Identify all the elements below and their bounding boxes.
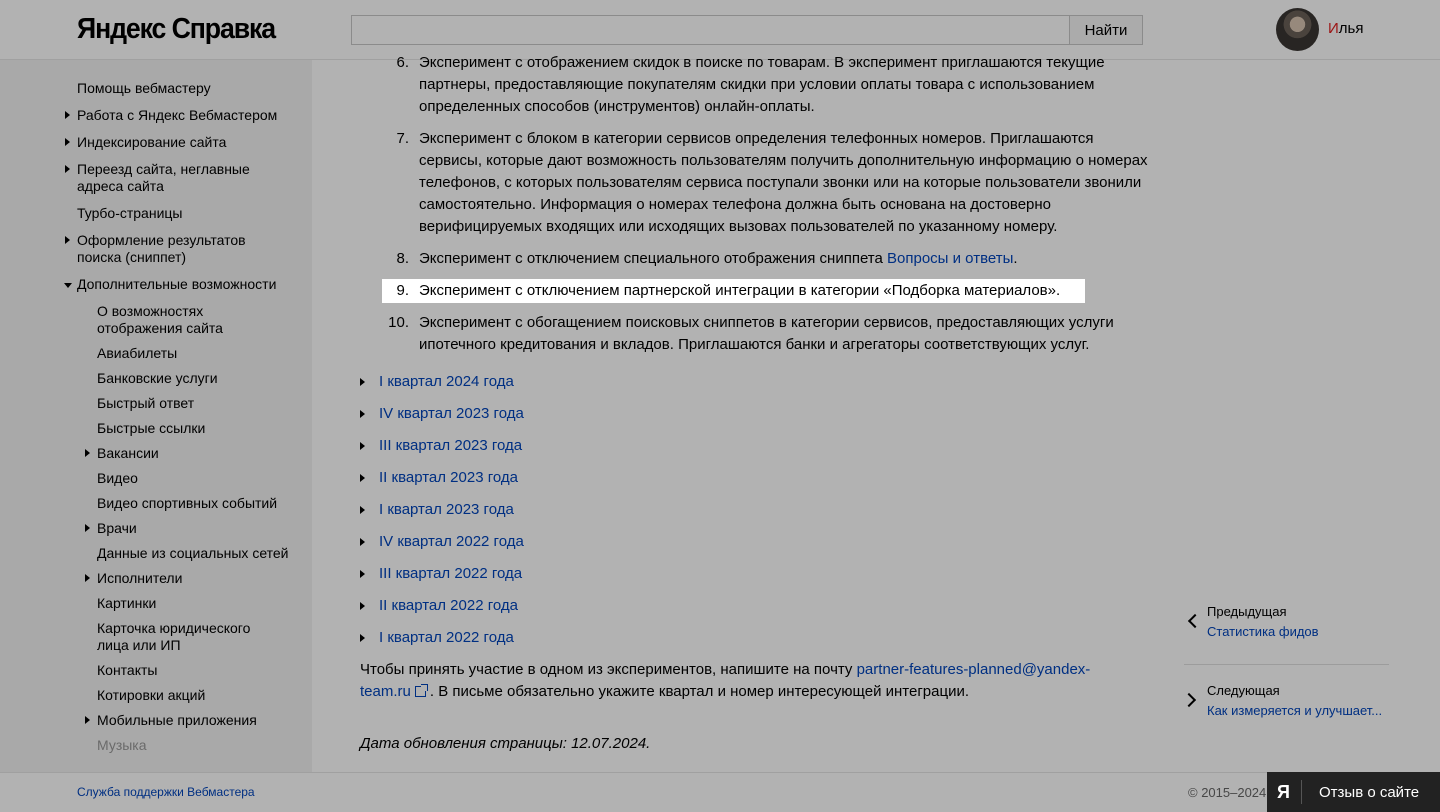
- sidebar-item-quick-answer[interactable]: [97, 395, 297, 412]
- contact-email-link[interactable]: partner-features-planned@yandex-team.ru: [360, 661, 1091, 700]
- expand-arrow-icon: [360, 634, 365, 642]
- sidebar-item-indexing[interactable]: [77, 134, 297, 151]
- contact-text: Чтобы принять участие в одном из экспериментов, напишите на почту: [360, 661, 857, 678]
- expand-arrow-icon[interactable]: [85, 716, 90, 724]
- sidebar-item-label: Работа с Яндекс Вебмастером: [77, 107, 278, 123]
- sidebar-item-contacts[interactable]: [97, 662, 297, 679]
- sidebar-item-label: Видео спортивных событий: [97, 495, 278, 511]
- sidebar-item-migration[interactable]: [77, 161, 267, 195]
- expand-arrow-icon[interactable]: [85, 449, 90, 457]
- avatar[interactable]: [1276, 8, 1319, 51]
- sidebar-item-video[interactable]: [97, 470, 297, 487]
- quarter-label[interactable]: III квартал 2023 года: [379, 437, 523, 454]
- chevron-right-icon: [1182, 693, 1196, 707]
- sidebar-item-label: Котировки акций: [97, 687, 206, 703]
- user-name-rest: лья: [1338, 20, 1364, 37]
- sidebar-item-sport-video[interactable]: [97, 495, 307, 512]
- divider: [1184, 664, 1389, 665]
- qa-link[interactable]: Вопросы и ответы: [887, 250, 1014, 267]
- sidebar-item-avia[interactable]: [97, 345, 297, 362]
- logo[interactable]: Яндекс Справка: [77, 13, 275, 45]
- sidebar-item-label: Дополнительные возможности: [77, 276, 277, 292]
- sidebar-item-label: Переезд сайта, неглавные адреса сайта: [77, 161, 250, 194]
- quarter-label[interactable]: III квартал 2022 года: [379, 565, 523, 582]
- feedback-button[interactable]: [1267, 772, 1440, 812]
- search-input[interactable]: [351, 15, 1070, 45]
- expand-arrow-icon[interactable]: [85, 524, 90, 532]
- sidebar-item-images[interactable]: [97, 595, 297, 612]
- sidebar-item-label: Картинки: [97, 595, 157, 611]
- sidebar-item-label: Исполнители: [97, 570, 183, 586]
- list-item-number: 10.: [388, 314, 409, 331]
- quarter-label[interactable]: IV квартал 2022 года: [379, 533, 524, 550]
- prev-label: Предыдущая: [1207, 604, 1287, 619]
- quarter-label[interactable]: II квартал 2023 года: [379, 469, 518, 486]
- sidebar-item-label: Банковские услуги: [97, 370, 218, 386]
- expand-arrow-icon: [360, 442, 365, 450]
- sidebar-item-label: Турбо-страницы: [77, 205, 183, 221]
- sidebar-item-label: Вакансии: [97, 445, 159, 461]
- expand-arrow-icon: [360, 378, 365, 386]
- next-page-nav[interactable]: [1184, 683, 1389, 723]
- sidebar-item-music[interactable]: [97, 737, 297, 754]
- list-item-text-part: .: [1013, 250, 1018, 267]
- quarter-label[interactable]: I квартал 2024 года: [379, 373, 514, 390]
- sidebar-item-label: Индексирование сайта: [77, 134, 227, 150]
- external-link-icon: [415, 686, 426, 697]
- sidebar-item-vacancies[interactable]: [97, 445, 297, 462]
- contact-text: . В письме обязательно укажите квартал и номер интересующей интеграции.: [429, 683, 969, 700]
- sidebar-item-label: Карточка юридического лица или ИП: [97, 620, 251, 653]
- sidebar-item-help[interactable]: [77, 80, 297, 97]
- quarter-label[interactable]: I квартал 2022 года: [379, 629, 514, 646]
- sidebar-item-snippet[interactable]: [77, 232, 267, 266]
- contact-paragraph: [360, 659, 1120, 703]
- sidebar-item-quick-links[interactable]: [97, 420, 297, 437]
- search-button[interactable]: Найти: [1069, 15, 1143, 45]
- feedback-label: Отзыв о сайте: [1319, 784, 1420, 801]
- list-item-text: Эксперимент с обогащением поисковых сниппетов в категории сервисов, предоставляющих услуги ипотечного кредитования и вкладов. Приглашаются банки и агрегаторы соответствующих услуг.: [419, 314, 1114, 353]
- list-item-number: 9.: [396, 282, 409, 299]
- list-item-text: Эксперимент с блоком в категории сервисов определения телефонных номеров. Приглашаются сервисы, которые дают возможность пользователям получить дополнительную информацию о номерах телефонов, с которых пользователям сервиса поступали звонки или на которые пользователи звонили самостоятельно. Информация о номерах телефона должна быть основана на достоверно верифицируемых входящих или исходящих вызовах пользователей по указанному номеру.: [419, 130, 1148, 235]
- quarter-label[interactable]: II квартал 2022 года: [379, 597, 518, 614]
- expand-arrow-icon: [360, 602, 365, 610]
- user-name-first-letter: И: [1328, 20, 1339, 37]
- quarter-label[interactable]: IV квартал 2023 года: [379, 405, 524, 422]
- sidebar-item-social[interactable]: [97, 545, 307, 562]
- list-item-text: Эксперимент с отображением скидок в поиске по товарам. В эксперимент приглашаются текущие партнеры, предоставляющие покупателям скидки при условии оплаты товара с использованием определенных способов (инструментов) онлайн-оплаты.: [419, 54, 1105, 115]
- sidebar-item-about[interactable]: [97, 303, 247, 337]
- next-link[interactable]: Как измеряется и улучшает...: [1207, 703, 1383, 718]
- expand-arrow-icon[interactable]: [65, 138, 70, 146]
- sidebar-item-performers[interactable]: [97, 570, 297, 587]
- expand-arrow-icon: [360, 538, 365, 546]
- collapse-arrow-icon[interactable]: [64, 283, 72, 288]
- list-item-number: 8.: [396, 250, 409, 267]
- sidebar-item-label: Видео: [97, 470, 138, 486]
- list-item-number: 7.: [396, 130, 409, 147]
- expand-arrow-icon[interactable]: [65, 165, 70, 173]
- sidebar-item-webmaster[interactable]: [77, 107, 297, 124]
- prev-page-nav[interactable]: [1184, 604, 1389, 644]
- yandex-logo-icon: Я: [1277, 782, 1290, 802]
- sidebar-item-label: Оформление результатов поиска (сниппет): [77, 232, 246, 265]
- page-updated-date: Дата обновления страницы: 12.07.2024.: [360, 735, 651, 752]
- expand-arrow-icon: [360, 410, 365, 418]
- list-item-text-part: Эксперимент с отключением специального отображения сниппета: [419, 250, 888, 267]
- divider: [1301, 780, 1302, 804]
- highlighted-list-item: [382, 279, 1085, 303]
- sidebar-item-doctors[interactable]: [97, 520, 297, 537]
- sidebar-item-legal-card[interactable]: [97, 620, 267, 654]
- sidebar-item-label: О возможностях отображения сайта: [97, 303, 223, 336]
- expand-arrow-icon: [360, 506, 365, 514]
- expand-arrow-icon[interactable]: [65, 111, 70, 119]
- support-link[interactable]: Служба поддержки Вебмастера: [77, 785, 255, 799]
- sidebar: [0, 60, 312, 772]
- next-label: Следующая: [1207, 683, 1280, 698]
- footer: [0, 772, 1440, 812]
- list-item-text: [419, 248, 1159, 270]
- expand-arrow-icon: [360, 474, 365, 482]
- copyright: © 2015–2024: [1188, 785, 1267, 800]
- header: [0, 0, 1440, 60]
- expand-arrow-icon: [360, 570, 365, 578]
- sidebar-item-label: Быстрый ответ: [97, 395, 195, 411]
- sidebar-item-label: Быстрые ссылки: [97, 420, 206, 436]
- sidebar-item-label: Авиабилеты: [97, 345, 178, 361]
- sidebar-item-stocks[interactable]: [97, 687, 297, 704]
- sidebar-item-turbo[interactable]: [77, 205, 297, 222]
- prev-link[interactable]: Статистика фидов: [1207, 624, 1319, 639]
- sidebar-item-extra[interactable]: [77, 276, 297, 293]
- sidebar-item-label: Музыка: [97, 737, 147, 753]
- user-name[interactable]: [1328, 20, 1363, 37]
- sidebar-item-label: Данные из социальных сетей: [97, 545, 289, 561]
- list-item-number: 6.: [396, 54, 409, 71]
- list-item-text: Эксперимент с отключением партнерской интеграции в категории «Подборка материалов».: [419, 282, 1061, 299]
- sidebar-item-label: Помощь вебмастеру: [77, 80, 211, 96]
- expand-arrow-icon[interactable]: [65, 236, 70, 244]
- sidebar-item-label: Врачи: [97, 520, 137, 536]
- chevron-left-icon: [1188, 614, 1202, 628]
- expand-arrow-icon[interactable]: [85, 574, 90, 582]
- sidebar-item-bank[interactable]: [97, 370, 297, 387]
- sidebar-item-label: Контакты: [97, 662, 158, 678]
- quarter-label[interactable]: I квартал 2023 года: [379, 501, 514, 518]
- sidebar-item-label: Мобильные приложения: [97, 712, 257, 728]
- sidebar-item-mobile-apps[interactable]: [97, 712, 297, 729]
